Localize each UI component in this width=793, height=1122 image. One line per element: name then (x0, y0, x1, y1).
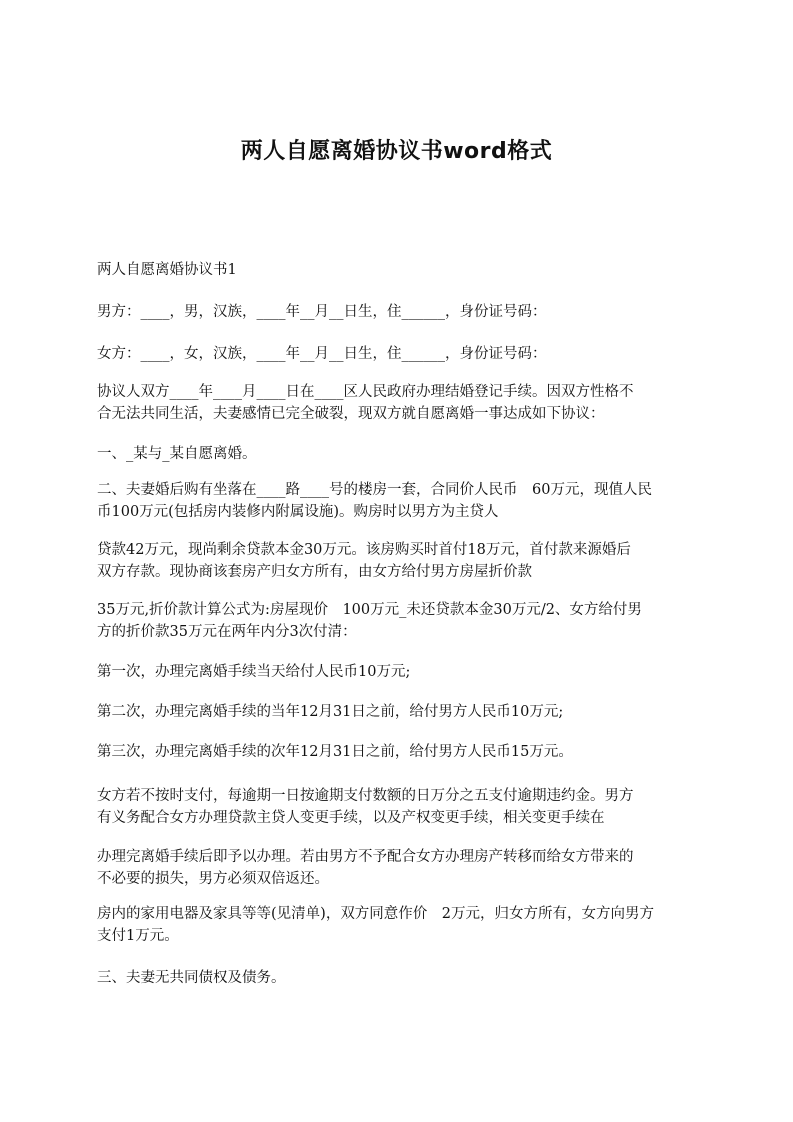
document-subtitle: 两人自愿离婚协议书1 (97, 262, 237, 278)
woman-info-line: 女方：____，女，汉族，____年__月__日生，住______，身份证号码： (97, 346, 547, 362)
penalty-line: 有义务配合女方办理贷款主贷人变更手续，以及产权变更手续，相关变更手续在 (97, 810, 605, 826)
penalty-line: 女方若不按时支付，每逾期一日按逾期支付数额的日万分之五支付逾期违约金。男方 (97, 788, 634, 804)
intro-line: 合无法共同生活，夫妻感情已完全破裂，现双方就自愿离婚一事达成如下协议： (97, 406, 605, 422)
formula-line: 35万元,折价款计算公式为:房屋现价 100万元_未还贷款本金30万元/2、女方给付男 (97, 602, 642, 618)
loan-line: 贷款42万元，现尚剩余贷款本金30万元。该房购买时首付18万元，首付款来源婚后 (97, 542, 631, 558)
payment-1: 第一次，办理完离婚手续当天给付人民币10万元; (97, 664, 411, 680)
document-title: 两人自愿离婚协议书word格式 (240, 139, 553, 164)
payment-3: 第三次，办理完离婚手续的次年12月31日之前，给付男方人民币15万元。 (97, 744, 573, 760)
clause-2-line: 二、夫妻婚后购有坐落在____路____号的楼房一套，合同价人民币 60万元，现值人民 (97, 482, 652, 498)
formula-paragraph (97, 599, 709, 643)
loan-line: 双方存款。现协商该套房产归女方所有，由女方给付男方房屋折价款 (97, 564, 532, 580)
completion-paragraph (97, 846, 709, 890)
clause-3: 三、夫妻无共同债权及债务。 (97, 970, 286, 986)
furniture-line: 房内的家用电器及家具等等(见清单)，双方同意作价 2万元，归女方所有，女方向男方 (97, 906, 655, 922)
payment-2: 第二次，办理完离婚手续的当年12月31日之前，给付男方人民币10万元; (97, 704, 564, 720)
completion-line: 办理完离婚手续后即予以办理。若由男方不予配合女方办理房产转移而给女方带来的 (97, 849, 634, 865)
loan-paragraph (97, 539, 709, 583)
man-info-line: 男方：____，男，汉族，____年__月__日生，住______，身份证号码： (97, 304, 547, 320)
clause-2-paragraph (97, 479, 709, 523)
completion-line: 不必要的损失，男方必须双倍返还。 (97, 871, 329, 887)
clause-1: 一、_某与_某自愿离婚。 (97, 446, 257, 462)
intro-line: 协议人双方____年____月____日在____区人民政府办理结婚登记手续。因双方性格不 (97, 384, 634, 400)
penalty-paragraph (97, 785, 709, 829)
intro-paragraph (97, 381, 709, 425)
furniture-paragraph (97, 903, 709, 947)
formula-line: 方的折价款35万元在两年内分3次付清： (97, 624, 357, 640)
furniture-line: 支付1万元。 (97, 928, 179, 944)
clause-2-line: 币100万元(包括房内装修内附属设施)。购房时以男方为主贷人 (97, 504, 499, 520)
